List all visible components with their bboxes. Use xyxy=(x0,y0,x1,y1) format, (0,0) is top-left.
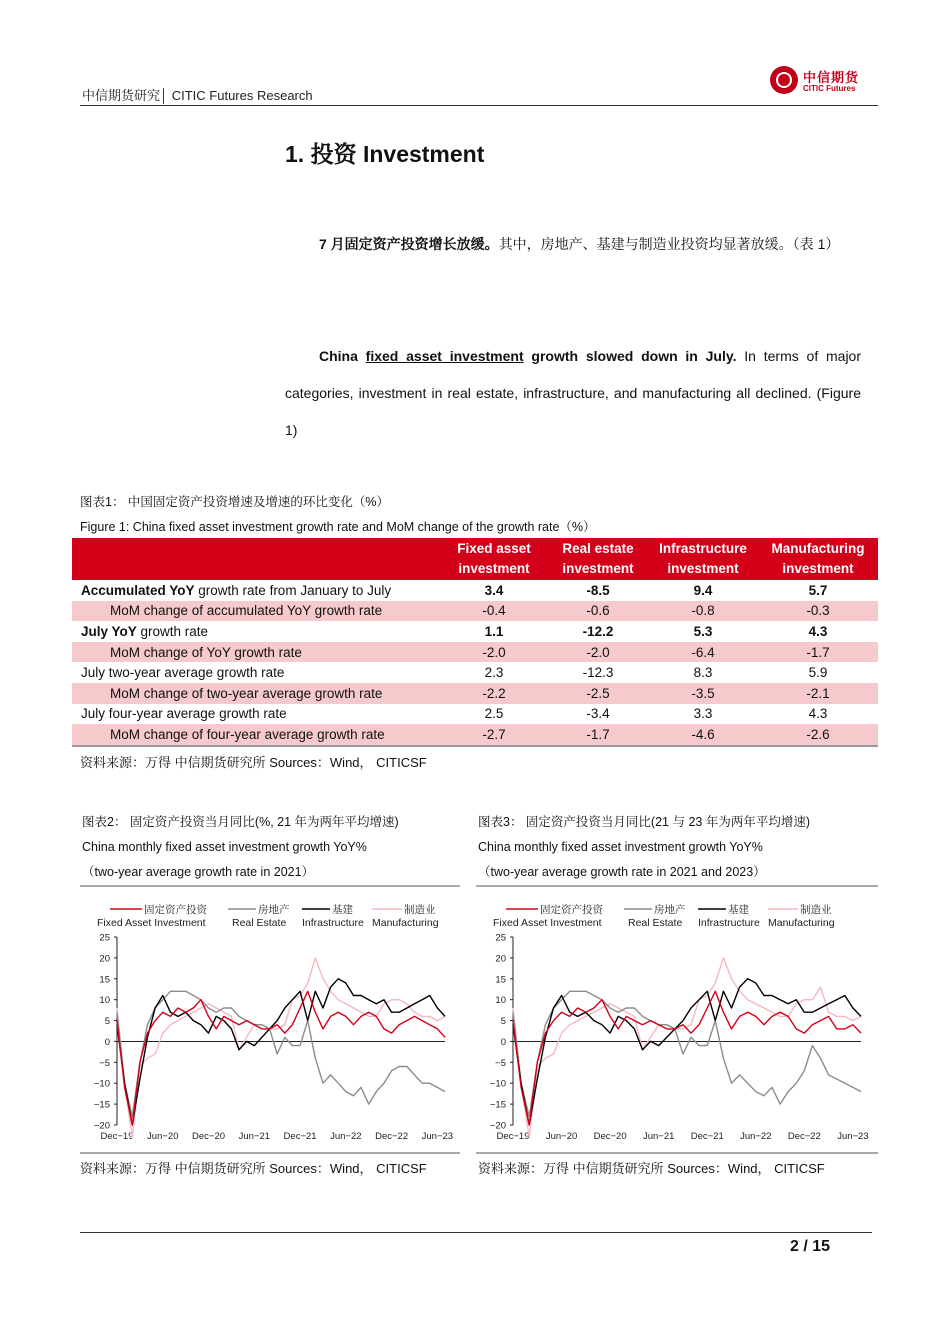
y-tick-label: −15 xyxy=(93,1099,110,1111)
table-cell: -0.4 xyxy=(440,601,548,622)
figure1-table xyxy=(72,538,878,747)
row-label-text: MoM change of two-year average growth rate xyxy=(110,685,383,701)
footer-rule xyxy=(80,1232,872,1233)
figure2-caption-note: （two-year average growth rate in 2021） xyxy=(82,865,315,879)
row-label xyxy=(72,683,440,704)
table-cell: -6.4 xyxy=(648,642,758,663)
col-header-fixed-asset: Fixed asset investment xyxy=(440,538,548,580)
table-cell: -2.0 xyxy=(440,642,548,663)
table-cell: -3.5 xyxy=(648,683,758,704)
table-cell: -1.7 xyxy=(548,724,648,746)
fixed-asset-investment-term: fixed asset investment xyxy=(365,348,524,364)
table-cell: 4.3 xyxy=(808,706,828,722)
row-label-text: growth rate from January to July xyxy=(194,582,392,598)
y-tick-label: 20 xyxy=(495,953,506,965)
table-cell: 8.3 xyxy=(693,665,713,681)
figure2-caption-en: China monthly fixed asset investment growth YoY% xyxy=(82,840,367,854)
legend-label-cn: 房地产 xyxy=(258,904,290,916)
y-tick-label: 0 xyxy=(500,1036,506,1048)
table-row xyxy=(72,704,878,725)
table-cell: -2.6 xyxy=(758,724,878,746)
legend-label-en: Manufacturing xyxy=(372,917,439,929)
y-tick-label: 5 xyxy=(104,1016,110,1028)
table-cell: 9.4 xyxy=(693,582,713,598)
table-cell: 3.3 xyxy=(693,706,713,722)
table-cell: -2.7 xyxy=(440,724,548,746)
x-tick-label: Dec−20 xyxy=(192,1131,226,1142)
legend-label-en: Fixed Asset Investment xyxy=(493,917,602,929)
x-tick-label: Jun−20 xyxy=(147,1131,179,1142)
x-tick-label: Jun−22 xyxy=(740,1131,772,1142)
legend-label-en: Real Estate xyxy=(232,917,287,929)
x-tick-label: Jun−20 xyxy=(545,1131,578,1142)
row-label-text: MoM change of four-year average growth rate xyxy=(110,726,385,742)
paragraph-cn-lead: 7 月固定资产投资增长放缓。 xyxy=(319,236,499,252)
table-cell: -0.8 xyxy=(648,601,758,622)
paragraph-en-lead-2: growth slowed down in July. xyxy=(523,348,737,364)
legend-label-cn: 基建 xyxy=(728,904,749,916)
legend-label-cn: 房地产 xyxy=(654,904,686,916)
y-tick-label: −10 xyxy=(489,1078,506,1090)
table-cell: -1.7 xyxy=(758,642,878,663)
table-cell: -8.5 xyxy=(586,582,610,598)
table-row xyxy=(72,580,878,601)
table-row xyxy=(72,662,878,683)
legend-label-en: Real Estate xyxy=(628,917,683,929)
logo-en-text: CITIC Futures xyxy=(803,84,856,93)
row-label xyxy=(72,724,440,746)
figure3-caption xyxy=(478,810,868,885)
table-cell: 4.3 xyxy=(808,623,828,639)
table-row xyxy=(72,683,878,704)
row-label xyxy=(72,642,440,663)
row-label-text: growth rate xyxy=(136,623,209,639)
table-row xyxy=(72,642,878,663)
row-label xyxy=(72,704,440,725)
x-tick-label: Jun−23 xyxy=(421,1131,454,1142)
paragraph-cn xyxy=(285,226,861,263)
series-line-real-estate xyxy=(513,991,861,1116)
y-tick-label: −15 xyxy=(489,1099,506,1111)
y-tick-label: 15 xyxy=(495,974,506,986)
x-tick-label: Jun−21 xyxy=(238,1131,271,1142)
figure2-bottom-rule xyxy=(80,1152,460,1154)
x-tick-label: Jun−21 xyxy=(642,1131,675,1142)
y-tick-label: 5 xyxy=(500,1016,506,1028)
series-line-manufacturing xyxy=(513,958,861,1138)
row-label xyxy=(72,601,440,622)
section-title: 1. 投资 Investment xyxy=(285,141,485,167)
col-header-real-estate: Real estate investment xyxy=(548,538,648,580)
table-cell: 5.3 xyxy=(693,623,713,639)
table-cell: 2.3 xyxy=(484,665,504,681)
figure3-caption-en: China monthly fixed asset investment growth YoY% xyxy=(478,840,763,854)
figure3-chart xyxy=(476,895,876,1150)
paragraph-cn-body: 其中，房地产、基建与制造业投资均显著放缓。（表 1） xyxy=(498,236,840,252)
legend-label-cn: 基建 xyxy=(332,904,353,916)
figure2-top-rule xyxy=(80,885,460,887)
y-tick-label: −5 xyxy=(495,1057,506,1069)
y-tick-label: 10 xyxy=(99,995,110,1007)
row-label-text: MoM change of YoY growth rate xyxy=(110,644,302,660)
x-tick-label: Dec−19 xyxy=(100,1131,134,1142)
series-line-real-estate xyxy=(117,991,445,1116)
x-tick-label: Dec−20 xyxy=(593,1131,627,1142)
citic-logo xyxy=(770,66,880,98)
paragraph-en-lead-1: China xyxy=(319,348,366,364)
series-line-fixed-asset xyxy=(117,991,445,1125)
row-label-text: July four-year average growth rate xyxy=(81,706,287,722)
legend-label-cn: 固定资产投资 xyxy=(540,904,603,916)
series-line-infrastructure xyxy=(513,979,861,1125)
x-tick-label: Dec−21 xyxy=(690,1131,724,1142)
x-tick-label: Dec−22 xyxy=(375,1131,409,1142)
legend-label-en: Infrastructure xyxy=(698,917,760,929)
table-header-row xyxy=(72,538,878,580)
x-tick-label: Dec−21 xyxy=(283,1131,317,1142)
col-header-manufacturing: Manufacturing investment xyxy=(758,538,878,580)
legend-label-cn: 制造业 xyxy=(800,904,832,916)
y-tick-label: −20 xyxy=(93,1120,110,1132)
table-cell: -4.6 xyxy=(648,724,758,746)
logo-cn-text: 中信期货 xyxy=(803,70,860,85)
row-label xyxy=(72,621,440,642)
figure3-top-rule xyxy=(476,885,878,887)
col-header-infrastructure: Infrastructure investment xyxy=(648,538,758,580)
legend-label-en: Manufacturing xyxy=(768,917,835,929)
header-title: 中信期货研究│ CITIC Futures Research xyxy=(82,88,313,103)
figure3-caption-cn: 图表3： 固定资产投资当月同比(21 与 23 年为两年平均增速) xyxy=(478,815,810,829)
table-cell: -0.3 xyxy=(758,601,878,622)
figure1-source: 资料来源：万得 中信期货研究所 Sources：Wind， CITICSF xyxy=(80,755,427,770)
figure1-caption-en: Figure 1: China fixed asset investment growth rate and MoM change of the growth rate（%） xyxy=(80,520,596,534)
table-cell: 3.4 xyxy=(484,582,504,598)
table-cell: 1.1 xyxy=(484,623,504,639)
table-cell: -12.2 xyxy=(582,623,614,639)
y-tick-label: −5 xyxy=(99,1057,110,1069)
paragraph-en-body: In terms of major categories, investment in real estate, infrastructure, and manufacturing all declined. (Figure 1) xyxy=(285,348,862,438)
figure3-bottom-rule xyxy=(476,1152,878,1154)
figure2-chart xyxy=(80,895,460,1150)
y-tick-label: 20 xyxy=(99,953,110,965)
figure2-source: 资料来源：万得 中信期货研究所 Sources：Wind， CITICSF xyxy=(80,1161,427,1176)
page-number: 2 / 15 xyxy=(790,1238,831,1255)
figure3-source: 资料来源：万得 中信期货研究所 Sources：Wind， CITICSF xyxy=(478,1161,825,1176)
y-tick-label: 25 xyxy=(495,932,506,944)
table-cell: 5.9 xyxy=(808,665,828,681)
table-header-blank xyxy=(72,538,440,580)
paragraph-en xyxy=(285,338,861,449)
table-cell: 2.5 xyxy=(484,706,504,722)
row-label-bold: Accumulated YoY xyxy=(81,582,195,598)
series-line-infrastructure xyxy=(117,979,445,1125)
x-tick-label: Dec−22 xyxy=(787,1131,821,1142)
figure2-caption-cn: 图表2： 固定资产投资当月同比(%, 21 年为两年平均增速) xyxy=(82,815,399,829)
table-row xyxy=(72,601,878,622)
table-cell: -2.5 xyxy=(548,683,648,704)
row-label xyxy=(72,662,440,683)
table-cell: -12.3 xyxy=(582,665,614,681)
row-label xyxy=(72,580,440,601)
series-line-manufacturing xyxy=(117,958,445,1138)
x-tick-label: Dec−19 xyxy=(496,1131,530,1142)
x-tick-label: Jun−22 xyxy=(330,1131,362,1142)
y-tick-label: −10 xyxy=(93,1078,110,1090)
legend-label-cn: 固定资产投资 xyxy=(144,904,207,916)
figure2-caption xyxy=(82,810,462,885)
table-row xyxy=(72,724,878,746)
legend-label-en: Infrastructure xyxy=(302,917,364,929)
row-label-text: July two-year average growth rate xyxy=(81,665,285,681)
table-cell: 5.7 xyxy=(808,582,828,598)
legend-label-en: Fixed Asset Investment xyxy=(97,917,206,929)
y-tick-label: 0 xyxy=(104,1036,110,1048)
citic-logo-icon xyxy=(770,66,798,94)
y-tick-label: 10 xyxy=(495,995,506,1007)
table-cell: -0.6 xyxy=(548,601,648,622)
header-rule xyxy=(80,105,878,106)
row-label-bold: July YoY xyxy=(81,623,137,639)
table-cell: -2.0 xyxy=(548,642,648,663)
x-tick-label: Jun−23 xyxy=(837,1131,869,1142)
row-label-text: MoM change of accumulated YoY growth rate xyxy=(110,603,383,619)
y-tick-label: 25 xyxy=(99,932,110,944)
table-row xyxy=(72,621,878,642)
y-tick-label: 15 xyxy=(99,974,110,986)
y-tick-label: −20 xyxy=(489,1120,506,1132)
legend-label-cn: 制造业 xyxy=(404,904,436,916)
table-cell: -2.2 xyxy=(440,683,548,704)
figure1-caption-cn: 图表1： 中国固定资产投资增速及增速的环比变化（%） xyxy=(80,495,390,509)
table-cell: -3.4 xyxy=(586,706,610,722)
figure3-caption-note: （two-year average growth rate in 2021 and 2023） xyxy=(478,865,766,879)
table-cell: -2.1 xyxy=(758,683,878,704)
